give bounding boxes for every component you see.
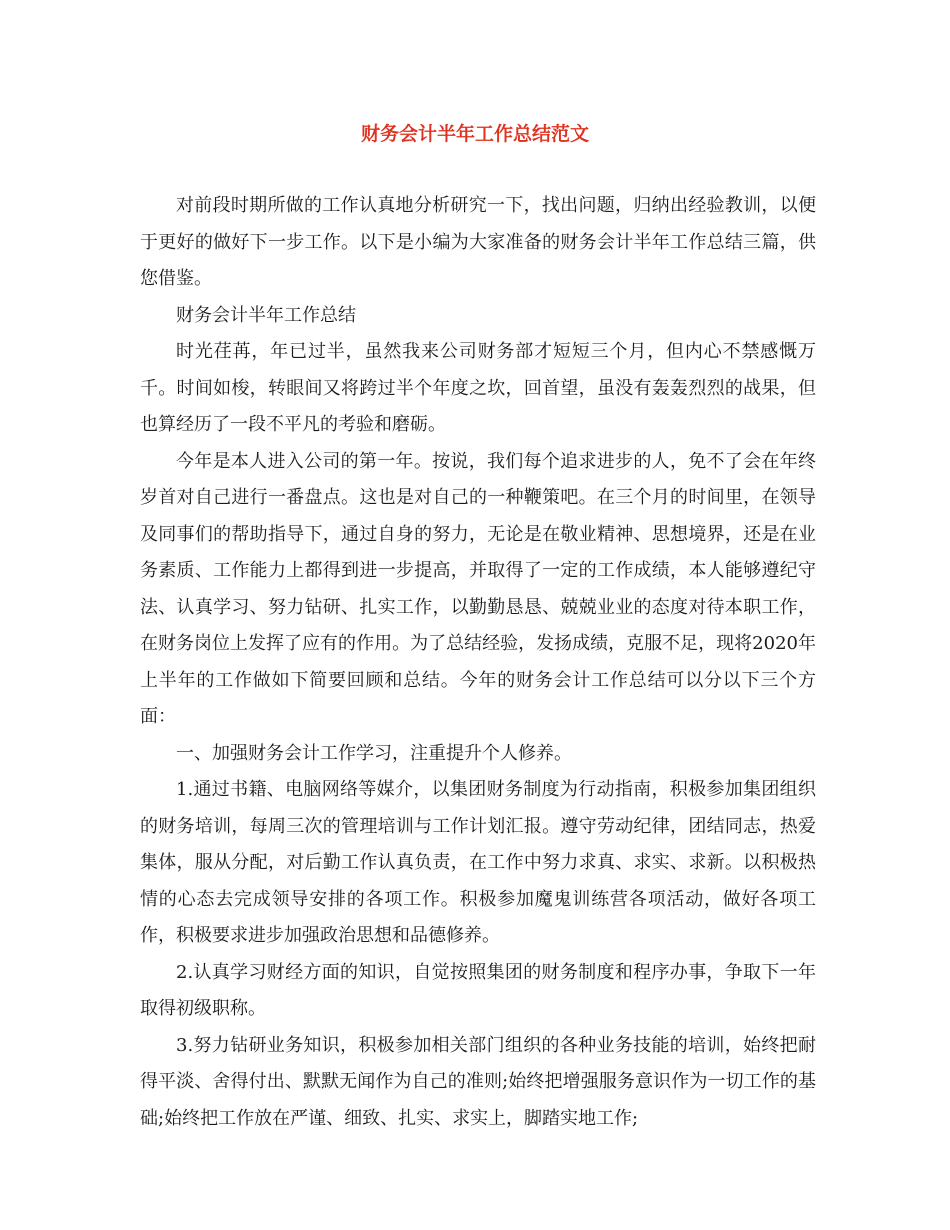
paragraph: 今年是本人进入公司的第一年。按说，我们每个追求进步的人，免不了会在年终岁首对自己进行一番盘点。这也是对自己的一种鞭策吧。在三个月的时间里，在领导及同事们的帮助指导下，通过自身的努力，无论是在敬业精神、思想境界，还是在业务素质、工作能力上都得到进一步提高，并取得了一定的工作成绩，本人能够遵纪守法、认真学习、努力钻研、扎实工作，以勤勤恳恳、兢兢业业的态度对待本职工作，在财务岗位上发挥了应有的作用。为了总结经验，发扬成绩，克服不足，现将2020年上半年的工作做如下简要回顾和总结。今年的财务会计工作总结可以分以下三个方面： xyxy=(140,450,816,727)
paragraph-item-2: 2.认真学习财经方面的知识，自觉按照集团的财务制度和程序办事，争取下一年取得初级职称。 xyxy=(140,961,816,1019)
paragraph-heading-one: 一、加强财务会计工作学习，注重提升个人修养。 xyxy=(176,742,572,764)
paragraph: 时光荏苒，年已过半，虽然我来公司财务部才短短三个月，但内心不禁感慨万千。时间如梭，转眼间又将跨过半个年度之坎，回首望，虽没有轰轰烈烈的战果，但也算经历了一段不平凡的考验和磨砺。 xyxy=(140,341,816,435)
paragraph-item-3: 3.努力钻研业务知识，积极参加相关部门组织的各种业务技能的培训，始终把耐得平淡、舍得付出、默默无闻作为自己的准则;始终把增强服务意识作为一切工作的基础;始终把工作放在严谨、细致、扎实、求实上，脚踏实地工作; xyxy=(140,1034,816,1129)
document-title: 财务会计半年工作总结范文 xyxy=(360,123,589,145)
document-body xyxy=(140,188,816,1137)
paragraph-intro: 对前段时期所做的工作认真地分析研究一下，找出问题，归纳出经验教训，以便于更好的做好下一步工作。以下是小编为大家准备的财务会计半年工作总结三篇，供您借鉴。 xyxy=(140,195,816,289)
paragraph-section-heading: 财务会计半年工作总结 xyxy=(176,304,356,326)
paragraph-item-1: 1.通过书籍、电脑网络等媒介，以集团财务制度为行动指南，积极参加集团组织的财务培训，每周三次的管理培训与工作计划汇报。遵守劳动纪律，团结同志，热爱集体，服从分配，对后勤工作认真负责，在工作中努力求真、求实、求新。以积极热情的心态去完成领导安排的各项工作。积极参加魔鬼训练营各项活动，做好各项工作，积极要求进步加强政治思想和品德修养。 xyxy=(140,779,816,946)
